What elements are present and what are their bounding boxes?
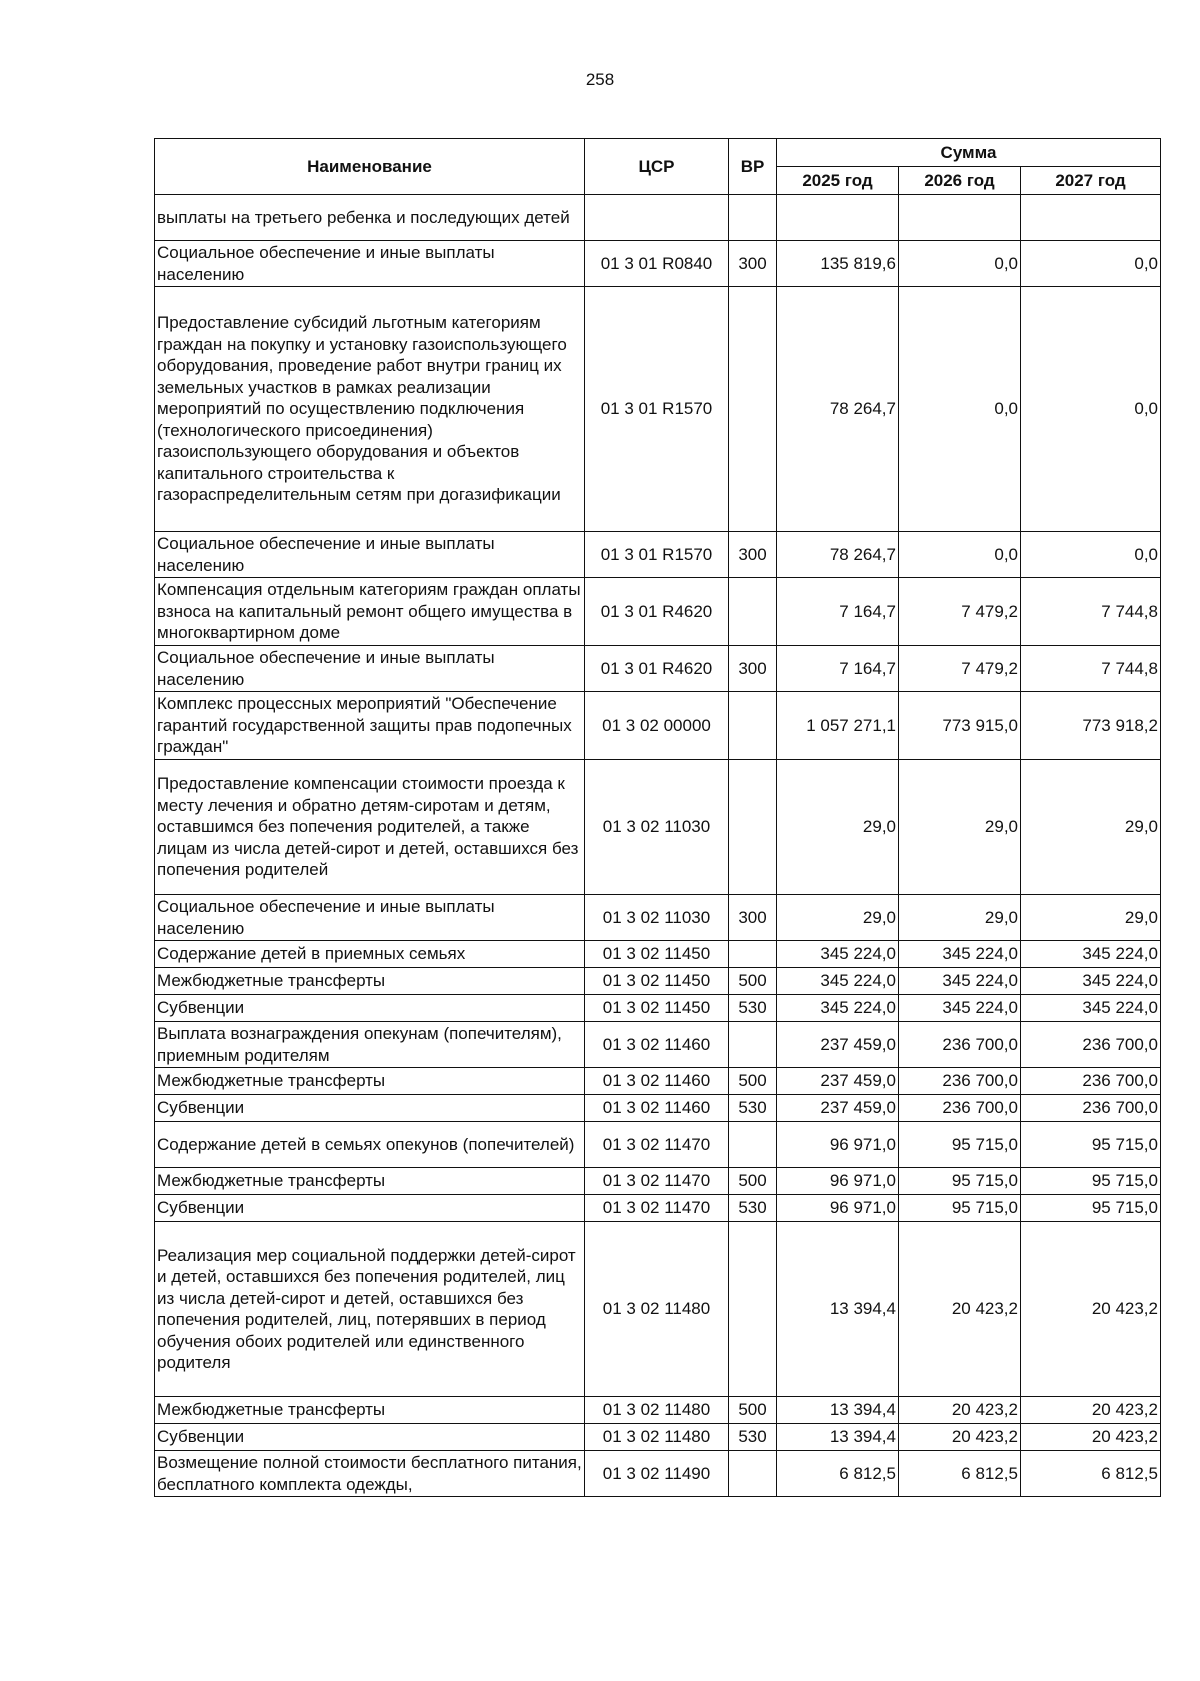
row-sum-2026: 95 715,0 <box>899 1122 1021 1168</box>
row-vr <box>729 1022 777 1068</box>
row-sum-2027: 95 715,0 <box>1021 1168 1161 1195</box>
row-vr <box>729 760 777 895</box>
row-vr: 530 <box>729 1195 777 1222</box>
row-name: Субвенции <box>155 1424 585 1451</box>
row-csr: 01 3 01 R0840 <box>585 241 729 287</box>
row-vr: 530 <box>729 1095 777 1122</box>
row-name: Межбюджетные трансферты <box>155 968 585 995</box>
row-vr: 300 <box>729 895 777 941</box>
row-sum-2025: 13 394,4 <box>777 1397 899 1424</box>
row-name: выплаты на третьего ребенка и последующих детей <box>155 195 585 241</box>
header-sum: Сумма <box>777 139 1161 167</box>
row-csr: 01 3 02 00000 <box>585 692 729 760</box>
row-name: Социальное обеспечение и иные выплаты населению <box>155 241 585 287</box>
row-sum-2027: 773 918,2 <box>1021 692 1161 760</box>
row-vr: 500 <box>729 1397 777 1424</box>
row-vr <box>729 1122 777 1168</box>
row-vr <box>729 578 777 646</box>
row-sum-2026: 0,0 <box>899 241 1021 287</box>
row-sum-2025: 6 812,5 <box>777 1451 899 1497</box>
row-sum-2025: 345 224,0 <box>777 941 899 968</box>
row-name: Выплата вознаграждения опекунам (попечителям), приемным родителям <box>155 1022 585 1068</box>
row-csr: 01 3 02 11470 <box>585 1122 729 1168</box>
row-sum-2026: 7 479,2 <box>899 578 1021 646</box>
row-csr: 01 3 02 11460 <box>585 1022 729 1068</box>
row-sum-2026: 20 423,2 <box>899 1222 1021 1397</box>
table-row <box>155 1095 1161 1122</box>
row-vr <box>729 692 777 760</box>
row-sum-2025: 29,0 <box>777 760 899 895</box>
row-sum-2026: 236 700,0 <box>899 1095 1021 1122</box>
row-vr <box>729 941 777 968</box>
row-name: Межбюджетные трансферты <box>155 1068 585 1095</box>
header-year-2026: 2026 год <box>899 167 1021 195</box>
row-sum-2025: 96 971,0 <box>777 1168 899 1195</box>
row-csr: 01 3 02 11030 <box>585 895 729 941</box>
row-sum-2025: 1 057 271,1 <box>777 692 899 760</box>
row-sum-2027: 236 700,0 <box>1021 1068 1161 1095</box>
row-csr: 01 3 01 R4620 <box>585 646 729 692</box>
row-sum-2025: 345 224,0 <box>777 995 899 1022</box>
row-sum-2027: 20 423,2 <box>1021 1424 1161 1451</box>
row-name: Межбюджетные трансферты <box>155 1168 585 1195</box>
row-csr: 01 3 01 R1570 <box>585 532 729 578</box>
row-vr: 500 <box>729 968 777 995</box>
row-csr: 01 3 02 11450 <box>585 995 729 1022</box>
row-sum-2025: 96 971,0 <box>777 1122 899 1168</box>
table-header <box>155 139 1161 195</box>
row-csr: 01 3 02 11480 <box>585 1222 729 1397</box>
table-row <box>155 895 1161 941</box>
row-sum-2026: 6 812,5 <box>899 1451 1021 1497</box>
table-row <box>155 287 1161 532</box>
row-sum-2027 <box>1021 195 1161 241</box>
row-sum-2026: 345 224,0 <box>899 968 1021 995</box>
row-vr: 500 <box>729 1168 777 1195</box>
row-vr: 300 <box>729 241 777 287</box>
row-sum-2027: 20 423,2 <box>1021 1222 1161 1397</box>
row-sum-2025: 7 164,7 <box>777 646 899 692</box>
row-sum-2026: 236 700,0 <box>899 1022 1021 1068</box>
row-csr: 01 3 01 R1570 <box>585 287 729 532</box>
row-sum-2025: 13 394,4 <box>777 1222 899 1397</box>
row-name: Содержание детей в семьях опекунов (попечителей) <box>155 1122 585 1168</box>
row-sum-2025: 78 264,7 <box>777 532 899 578</box>
row-sum-2027: 95 715,0 <box>1021 1122 1161 1168</box>
row-sum-2027: 29,0 <box>1021 895 1161 941</box>
row-csr: 01 3 02 11490 <box>585 1451 729 1497</box>
row-vr <box>729 1451 777 1497</box>
row-name: Межбюджетные трансферты <box>155 1397 585 1424</box>
row-sum-2027: 20 423,2 <box>1021 1397 1161 1424</box>
row-csr: 01 3 02 11460 <box>585 1095 729 1122</box>
row-csr: 01 3 01 R4620 <box>585 578 729 646</box>
row-vr <box>729 195 777 241</box>
table-row <box>155 1397 1161 1424</box>
table-row <box>155 968 1161 995</box>
row-sum-2027: 236 700,0 <box>1021 1095 1161 1122</box>
row-vr: 500 <box>729 1068 777 1095</box>
row-sum-2025: 237 459,0 <box>777 1095 899 1122</box>
row-sum-2027: 345 224,0 <box>1021 941 1161 968</box>
row-sum-2027: 236 700,0 <box>1021 1022 1161 1068</box>
row-vr <box>729 287 777 532</box>
row-csr: 01 3 02 11470 <box>585 1195 729 1222</box>
table-row <box>155 1424 1161 1451</box>
table-row <box>155 1451 1161 1497</box>
row-sum-2027: 29,0 <box>1021 760 1161 895</box>
row-name: Комплекс процессных мероприятий "Обеспечение гарантий государственной защиты прав подопечных граждан" <box>155 692 585 760</box>
row-name: Содержание детей в приемных семьях <box>155 941 585 968</box>
row-sum-2025: 237 459,0 <box>777 1022 899 1068</box>
header-year-2027: 2027 год <box>1021 167 1161 195</box>
row-sum-2027: 0,0 <box>1021 532 1161 578</box>
table-row <box>155 578 1161 646</box>
table-row <box>155 1195 1161 1222</box>
row-csr: 01 3 02 11450 <box>585 968 729 995</box>
row-vr: 530 <box>729 995 777 1022</box>
table-row <box>155 1122 1161 1168</box>
table-row <box>155 195 1161 241</box>
row-sum-2025: 135 819,6 <box>777 241 899 287</box>
row-sum-2025: 96 971,0 <box>777 1195 899 1222</box>
row-csr <box>585 195 729 241</box>
row-csr: 01 3 02 11480 <box>585 1424 729 1451</box>
row-sum-2026: 773 915,0 <box>899 692 1021 760</box>
row-name: Социальное обеспечение и иные выплаты населению <box>155 895 585 941</box>
header-csr: ЦСР <box>585 139 729 195</box>
row-sum-2027: 0,0 <box>1021 241 1161 287</box>
row-sum-2026: 95 715,0 <box>899 1168 1021 1195</box>
row-sum-2027: 6 812,5 <box>1021 1451 1161 1497</box>
row-sum-2027: 345 224,0 <box>1021 995 1161 1022</box>
row-name: Социальное обеспечение и иные выплаты населению <box>155 532 585 578</box>
row-sum-2027: 7 744,8 <box>1021 646 1161 692</box>
table-body <box>155 195 1161 1497</box>
row-sum-2025: 7 164,7 <box>777 578 899 646</box>
table-row <box>155 995 1161 1022</box>
row-sum-2025: 237 459,0 <box>777 1068 899 1095</box>
row-name: Возмещение полной стоимости бесплатного питания, бесплатного комплекта одежды, <box>155 1451 585 1497</box>
table-row <box>155 1222 1161 1397</box>
table-row <box>155 941 1161 968</box>
row-sum-2026 <box>899 195 1021 241</box>
row-sum-2026: 345 224,0 <box>899 941 1021 968</box>
table-row <box>155 646 1161 692</box>
row-sum-2026: 236 700,0 <box>899 1068 1021 1095</box>
row-csr: 01 3 02 11480 <box>585 1397 729 1424</box>
row-sum-2027: 7 744,8 <box>1021 578 1161 646</box>
row-sum-2025: 29,0 <box>777 895 899 941</box>
row-sum-2026: 29,0 <box>899 895 1021 941</box>
row-csr: 01 3 02 11470 <box>585 1168 729 1195</box>
row-name: Субвенции <box>155 995 585 1022</box>
page-number: 258 <box>585 70 615 89</box>
table-row <box>155 760 1161 895</box>
row-csr: 01 3 02 11450 <box>585 941 729 968</box>
row-vr: 300 <box>729 532 777 578</box>
row-name: Субвенции <box>155 1095 585 1122</box>
row-vr: 300 <box>729 646 777 692</box>
row-sum-2026: 20 423,2 <box>899 1424 1021 1451</box>
row-csr: 01 3 02 11460 <box>585 1068 729 1095</box>
table-row <box>155 532 1161 578</box>
table-row <box>155 692 1161 760</box>
table-row <box>155 1022 1161 1068</box>
row-sum-2027: 345 224,0 <box>1021 968 1161 995</box>
row-sum-2027: 0,0 <box>1021 287 1161 532</box>
table-row <box>155 1068 1161 1095</box>
row-name: Компенсация отдельным категориям граждан оплаты взноса на капитальный ремонт общего имущества в многоквартирном доме <box>155 578 585 646</box>
row-sum-2026: 95 715,0 <box>899 1195 1021 1222</box>
header-vr: ВР <box>729 139 777 195</box>
row-sum-2027: 95 715,0 <box>1021 1195 1161 1222</box>
row-name: Субвенции <box>155 1195 585 1222</box>
row-sum-2026: 29,0 <box>899 760 1021 895</box>
row-name: Социальное обеспечение и иные выплаты населению <box>155 646 585 692</box>
row-sum-2025 <box>777 195 899 241</box>
header-name: Наименование <box>155 139 585 195</box>
row-sum-2026: 0,0 <box>899 532 1021 578</box>
row-sum-2026: 7 479,2 <box>899 646 1021 692</box>
row-name: Предоставление субсидий льготным категориям граждан на покупку и установку газоиспользующего оборудования, проведение работ внутри границ их земельных участков в рамках реализации мероприятий по осуществлению подключения (технологического присоединения) газоиспользующего оборудования и объектов капитального строительства к газораспределительным сетям при догазификации <box>155 287 585 532</box>
row-name: Предоставление компенсации стоимости проезда к месту лечения и обратно детям-сиротам и детям, оставшимся без попечения родителей, а также лицам из числа детей-сирот и детей, оставшихся без попечения родителей <box>155 760 585 895</box>
row-vr: 530 <box>729 1424 777 1451</box>
row-csr: 01 3 02 11030 <box>585 760 729 895</box>
row-sum-2025: 78 264,7 <box>777 287 899 532</box>
row-vr <box>729 1222 777 1397</box>
header-year-2025: 2025 год <box>777 167 899 195</box>
row-sum-2026: 0,0 <box>899 287 1021 532</box>
row-name: Реализация мер социальной поддержки детей-сирот и детей, оставшихся без попечения родителей, лиц из числа детей-сирот и детей, оставшихся без попечения родителей, лиц, потерявших в период обучения обоих родителей или единственного родителя <box>155 1222 585 1397</box>
table-row <box>155 241 1161 287</box>
row-sum-2025: 13 394,4 <box>777 1424 899 1451</box>
budget-table <box>154 138 1161 1497</box>
row-sum-2025: 345 224,0 <box>777 968 899 995</box>
row-sum-2026: 20 423,2 <box>899 1397 1021 1424</box>
table-row <box>155 1168 1161 1195</box>
row-sum-2026: 345 224,0 <box>899 995 1021 1022</box>
